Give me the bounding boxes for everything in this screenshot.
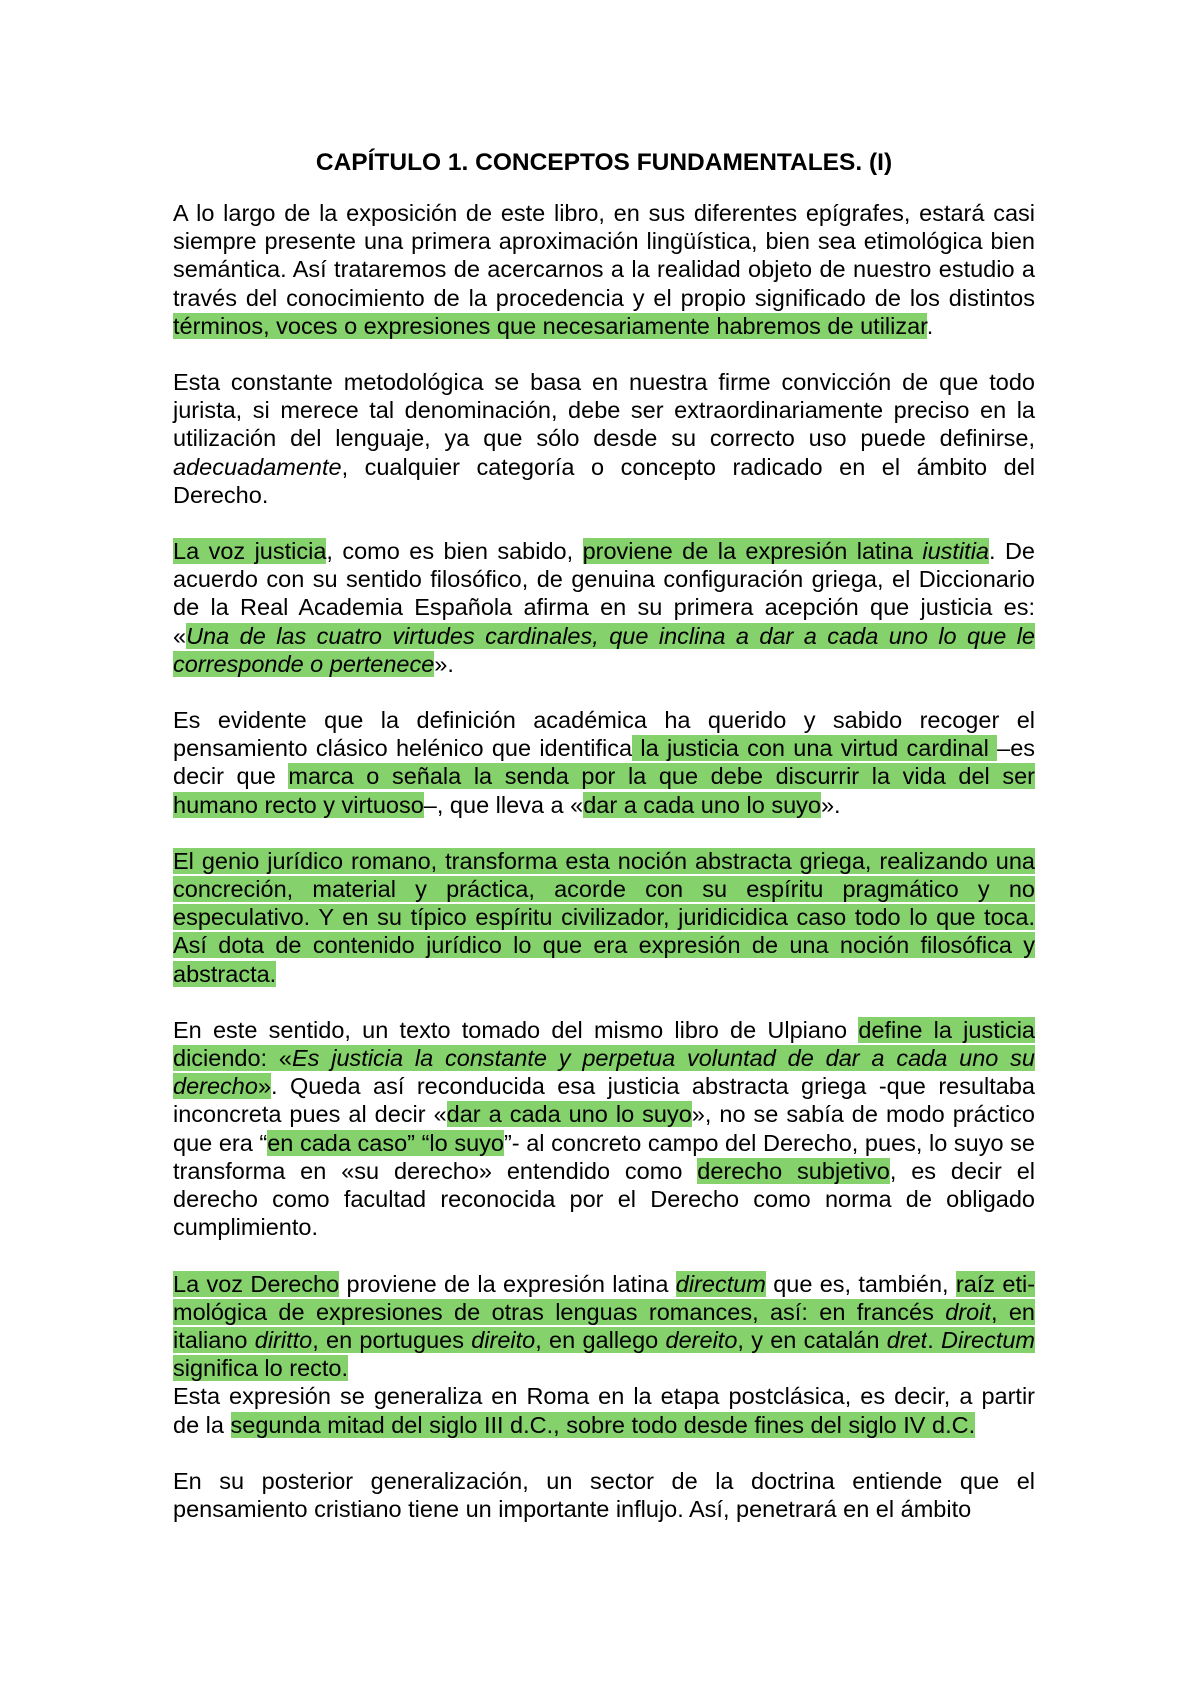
paragraph-p2 (173, 368, 1035, 509)
paragraph-list (173, 199, 1035, 1523)
text-run: En su posterior generalización, un sector de la doctrina entiende que el pensamiento cristiano tiene un importante influjo. Así, penetrará en el ámbito (173, 1467, 1035, 1522)
highlighted-text: La voz Derecho (173, 1270, 340, 1297)
highlighted-text: Directum (941, 1326, 1036, 1353)
paragraph-p4 (173, 706, 1035, 819)
text-run: que es, también, (765, 1270, 956, 1297)
highlighted-text: droit (945, 1298, 991, 1325)
paragraph-p6 (173, 1016, 1035, 1242)
highlighted-text: segunda mitad del siglo III d.C., sobre todo desde fines del siglo IV d.C. (230, 1411, 976, 1438)
text-run: », no se sabía de modo práctico que era “ (173, 1101, 1036, 1156)
highlighted-text: iustitia (922, 538, 989, 565)
highlighted-text: términos, voces o expresiones que necesariamente habremos de utilizar (173, 312, 927, 339)
paragraph-p7 (173, 1270, 1035, 1383)
highlighted-text: directum (675, 1270, 766, 1297)
highlighted-text: la justicia con una virtud cardinal (632, 735, 998, 762)
highlighted-text: derecho subjetivo (697, 1157, 890, 1184)
document-body (173, 148, 1035, 1551)
chapter-title: CAPÍTULO 1. CONCEPTOS FUNDAMENTALES. (I) (315, 149, 893, 176)
highlighted-text: direito (471, 1326, 536, 1353)
text-run: Esta expresión se generaliza en Roma en la etapa postclásica, es decir, a partir de la (173, 1383, 1035, 1438)
highlighted-text: , en portugues (312, 1326, 472, 1353)
text-run: A lo largo de la exposición de este libro, en sus diferentes epígrafes, estará casi siempre presente una primera aproximación lingüística, bien sea etimológica bien semántica. Así trataremos de acercarnos a la realidad objeto de nuestro estudio a través del conocimiento de la procedencia y el propio significado de los distintos (173, 200, 1035, 311)
highlighted-text: dar a cada uno lo suyo (583, 791, 821, 818)
highlighted-text: dereito (665, 1326, 738, 1353)
highlighted-text: » (257, 1073, 272, 1100)
highlighted-text: La voz justicia (173, 538, 327, 565)
text-run: En este sentido, un texto tomado del mismo libro de Ulpiano (173, 1016, 859, 1043)
highlighted-text: , y en catalán (737, 1326, 887, 1353)
highlighted-text: dret (886, 1326, 928, 1353)
paragraph-p9 (173, 1467, 1035, 1523)
text-run: . Queda así reconducida esa justicia abstracta griega -que resultaba inconcreta pues al decir « (173, 1073, 1035, 1128)
text-run: proviene de la expresión latina (339, 1270, 676, 1297)
highlighted-text: . (927, 1326, 941, 1353)
highlighted-text: marca o señala la senda por la que debe discurrir la vida del ser humano recto y virtuoso (173, 763, 1035, 818)
highlighted-text: proviene de la expresión latina (582, 538, 923, 565)
highlighted-text: Es justicia la constante y perpetua voluntad de dar a cada uno su derecho (173, 1045, 1035, 1100)
text-run: Es evidente que la definición académica ha querido y sabido recoger el pensamiento clásico helénico que identifica (173, 707, 1035, 762)
paragraph-p1 (173, 199, 1035, 340)
text-run: Esta constante metodológica se basa en nuestra firme convicción de que todo jurista, si merece tal denominación, debe ser extraordinariamente preciso en la utilización del lenguaje, ya que sólo desde su correcto uso puede definirse, (173, 369, 1035, 452)
highlighted-text: El genio jurídico romano, transforma esta noción abstracta griega, realizando una concreción, material y práctica, acorde con su espíritu pragmático y no especulativo. Y en su típico espíritu civilizador, juridicidica caso todo lo que toca. Así dota de contenido jurídico lo que era expresión de una noción filosófica y abstracta. (173, 847, 1035, 987)
highlighted-text: raíz eti- mológica de expresiones de otras lenguas romances, así: en francés (173, 1270, 1036, 1325)
paragraph-p3 (173, 537, 1035, 678)
highlighted-text: en cada caso” “lo suyo (267, 1129, 504, 1156)
highlighted-text: dar a cada uno lo suyo (446, 1101, 692, 1128)
text-run: –, que lleva a « (423, 791, 584, 818)
text-run: , es decir el derecho como facultad reconocida por el Derecho como norma de obligado cumplimiento. (173, 1157, 1035, 1241)
paragraph-p8 (173, 1382, 1035, 1438)
highlighted-text: Una de las cuatro virtudes cardinales, que inclina a dar a cada uno lo que le corresponde o pertenece (173, 622, 1035, 677)
paragraph-p5 (173, 847, 1035, 988)
text-run: , cualquier categoría o concepto radicado en el ámbito del Derecho. (173, 453, 1035, 508)
italic-text: adecuadamente (173, 453, 342, 480)
text-run: . (926, 312, 934, 339)
text-run: –es decir que (173, 735, 1036, 790)
highlighted-text: significa lo recto. (173, 1355, 349, 1382)
text-run: , como es bien sabido, (326, 538, 583, 565)
text-run: ”- al concreto campo del Derecho, pues, lo suyo se transforma en «su derecho» entendido como (173, 1129, 1035, 1184)
highlighted-text: diritto (254, 1326, 313, 1353)
text-run: . De acuerdo con su sentido filosófico, de genuina configuración griega, el Diccionario de la Real Academia Española afirma en su primera acepción que justicia es: « (173, 538, 1035, 649)
text-run: ». (434, 650, 454, 677)
highlighted-text: , en gallego (535, 1326, 666, 1353)
text-run: ». (820, 791, 841, 818)
highlighted-text: define la justicia diciendo: « (173, 1016, 1035, 1072)
highlighted-text: , en italiano (173, 1298, 1035, 1353)
